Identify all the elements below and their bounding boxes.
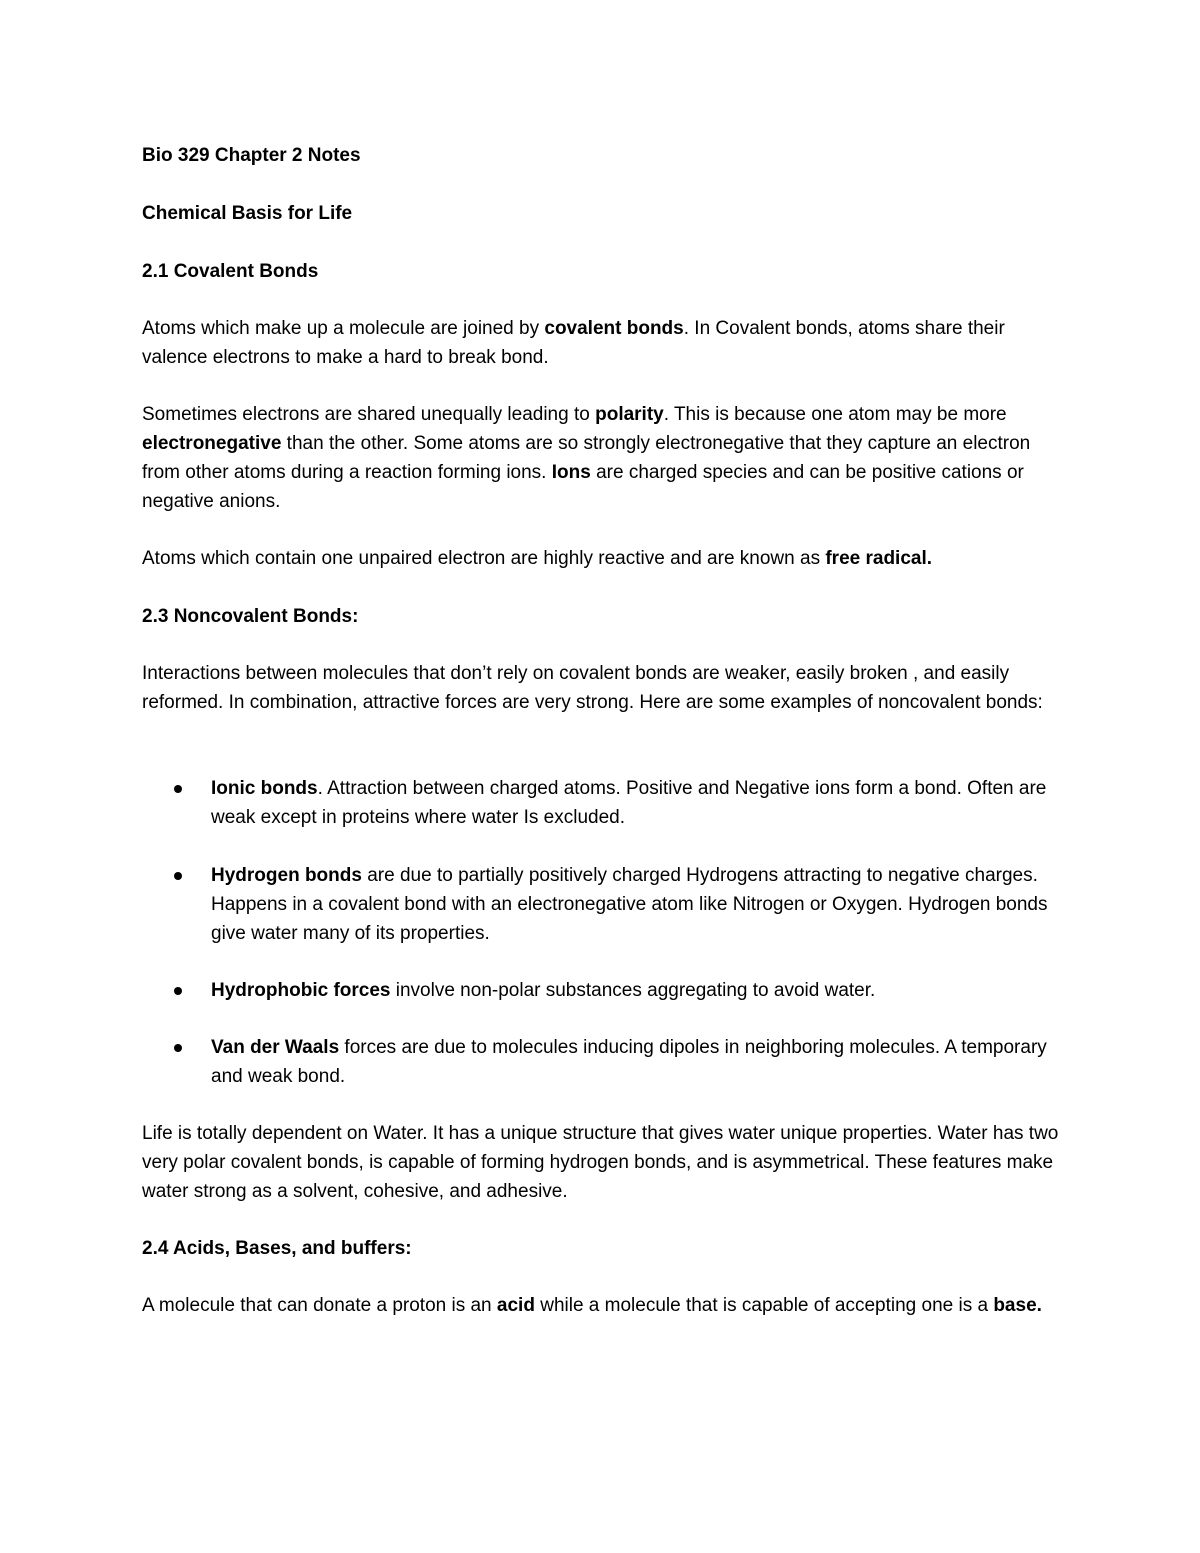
paragraph-water: Life is totally dependent on Water. It has a unique structure that gives water unique properties. Water has two very polar covalent bonds, is capable of forming hydrogen bonds, and is asymmetrical. These features make water strong as a solvent, cohesive, and adhesive. [142,1123,1059,1202]
section-heading-2-4: 2.4 Acids, Bases, and buffers: [142,1238,412,1259]
list-item-hydrogen-bonds: Hydrogen bonds are due to partially positively charged Hydrogens attracting to negative charges. Happens in a covalent bond with an electronegative atom like Nitrogen or Oxygen. Hydrogen bonds give water many of its properties. [211,865,1048,944]
paragraph-acids-bases: A molecule that can donate a proton is an acid while a molecule that is capable of accepting one is a base. [142,1295,1042,1316]
paragraph-polarity: Sometimes electrons are shared unequally leading to polarity. This is because one atom may be more electronegative than the other. Some atoms are so strongly electronegative that they capture an electron from other atoms during a reaction forming ions. Ions are charged species and can be positive cations or negative anions. [142,404,1031,512]
paragraph-free-radical: Atoms which contain one unpaired electron are highly reactive and are known as free radical. [142,548,933,569]
document-title: Bio 329 Chapter 2 Notes [142,145,361,166]
list-item-hydrophobic-forces: Hydrophobic forces involve non-polar substances aggregating to avoid water. [211,980,876,1001]
section-heading-2-1: 2.1 Covalent Bonds [142,261,319,282]
paragraph-noncovalent-intro: Interactions between molecules that don’t rely on covalent bonds are weaker, easily broken , and easily reformed. In combination, attractive forces are very strong. Here are some examples of noncovalent bonds: [142,663,1043,713]
section-heading-2-3: 2.3 Noncovalent Bonds: [142,606,359,627]
list-item-ionic-bonds: Ionic bonds. Attraction between charged atoms. Positive and Negative ions form a bond. Often are weak except in proteins where water Is excluded. [211,778,1047,828]
paragraph-covalent-bonds: Atoms which make up a molecule are joined by covalent bonds. In Covalent bonds, atoms share their valence electrons to make a hard to break bond. [142,318,1005,368]
document-subtitle: Chemical Basis for Life [142,203,353,224]
list-item-van-der-waals: Van der Waals forces are due to molecules inducing dipoles in neighboring molecules. A temporary and weak bond. [211,1037,1047,1087]
